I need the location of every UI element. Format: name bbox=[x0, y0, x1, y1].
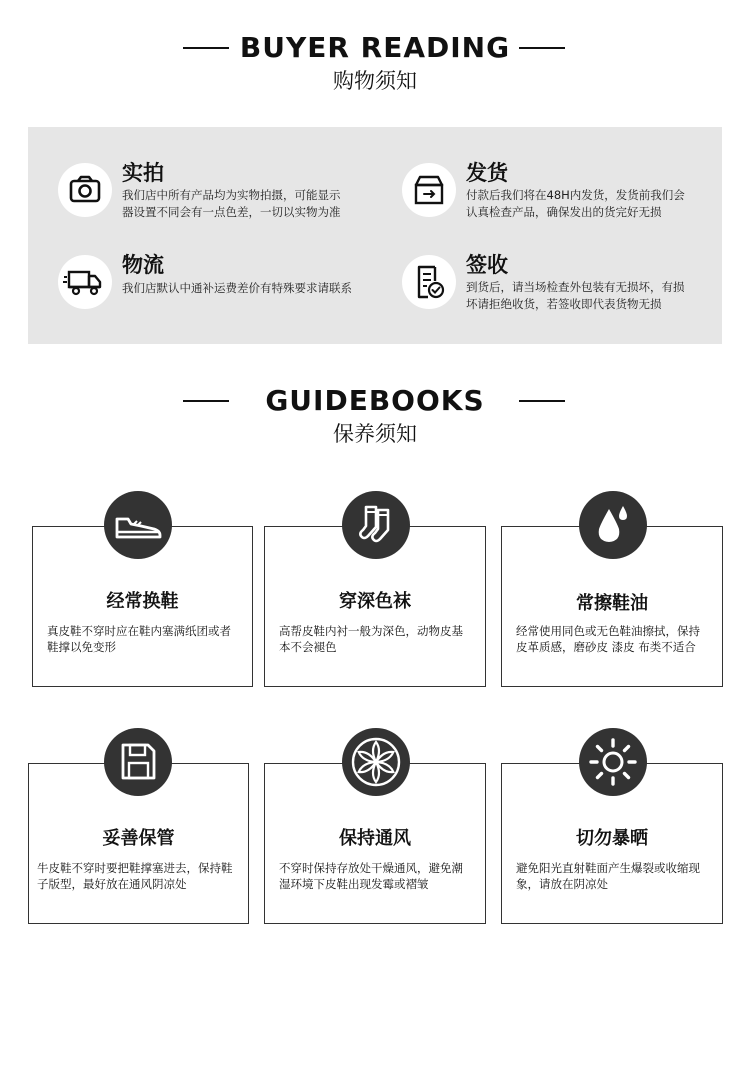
care-card-desc: 高帮皮鞋内衬一般为深色，动物皮基本不会褪色 bbox=[279, 624, 463, 654]
desc-line: 认真检查产品，确保发出的货完好无损 bbox=[466, 205, 662, 219]
buyer-notes-panel bbox=[28, 127, 722, 344]
desc-line: 我们店中所有产品均为实物拍摄，可能显示 bbox=[122, 188, 341, 202]
clipboard-check-icon bbox=[402, 255, 456, 309]
oil-drop-icon bbox=[579, 491, 647, 559]
desc-line: 坏请拒绝收货，若签收即代表货物无损 bbox=[466, 297, 662, 311]
panel-item-title: 发货 bbox=[466, 161, 508, 185]
shoe-icon bbox=[104, 491, 172, 559]
desc-line: 到货后，请当场检查外包装有无损坏，有损 bbox=[466, 280, 685, 294]
panel-item-title: 实拍 bbox=[122, 161, 164, 185]
fan-icon bbox=[342, 728, 410, 796]
panel-item-desc bbox=[466, 187, 706, 221]
care-card-title: 妥善保管 bbox=[102, 828, 175, 849]
guidebooks-title: GUIDEBOOKS bbox=[265, 384, 485, 417]
desc-line: 器设置不同会有一点色差，一切以实物为准 bbox=[122, 205, 341, 219]
guidebooks-heading bbox=[0, 384, 750, 448]
care-card-title: 保持通风 bbox=[339, 828, 411, 849]
panel-item-title: 物流 bbox=[122, 253, 164, 277]
care-card-desc: 经常使用同色或无色鞋油擦拭，保持皮革质感，磨砂皮 漆皮 布类不适合 bbox=[516, 624, 700, 654]
storage-disk-icon bbox=[104, 728, 172, 796]
truck-icon bbox=[58, 255, 112, 309]
panel-item-desc bbox=[122, 280, 364, 297]
desc-line: 付款后我们将在48H内发货，发货前我们会 bbox=[466, 188, 685, 202]
socks-icon bbox=[342, 491, 410, 559]
buyer-reading-heading bbox=[0, 31, 750, 95]
care-card-title: 穿深色袜 bbox=[339, 591, 411, 612]
guidebooks-subtitle: 保养须知 bbox=[333, 422, 417, 446]
care-card-desc: 避免阳光直射鞋面产生爆裂或收缩现象，请放在阴凉处 bbox=[516, 861, 700, 891]
panel-item-desc bbox=[466, 279, 706, 313]
care-card-title: 切勿暴晒 bbox=[576, 828, 648, 849]
panel-item-desc bbox=[122, 187, 362, 221]
care-card-title: 常擦鞋油 bbox=[576, 593, 648, 614]
sun-icon bbox=[579, 728, 647, 796]
buyer-reading-title: BUYER READING bbox=[239, 31, 511, 64]
buyer-reading-subtitle: 购物须知 bbox=[333, 69, 417, 93]
care-card-title: 经常换鞋 bbox=[106, 591, 179, 612]
care-card-desc: 不穿时保持存放处干燥通风，避免潮湿环境下皮鞋出现发霉或褶皱 bbox=[279, 861, 463, 891]
package-icon bbox=[402, 163, 456, 217]
care-card-desc: 真皮鞋不穿时应在鞋内塞满纸团或者鞋撑以免变形 bbox=[47, 624, 231, 654]
panel-item-title: 签收 bbox=[466, 253, 508, 277]
desc-line: 我们店默认中通补运费差价有特殊要求请联系 bbox=[122, 281, 352, 295]
camera-icon bbox=[58, 163, 112, 217]
care-card-desc: 牛皮鞋不穿时要把鞋撑塞进去，保持鞋子版型，最好放在通风阴凉处 bbox=[37, 861, 233, 891]
